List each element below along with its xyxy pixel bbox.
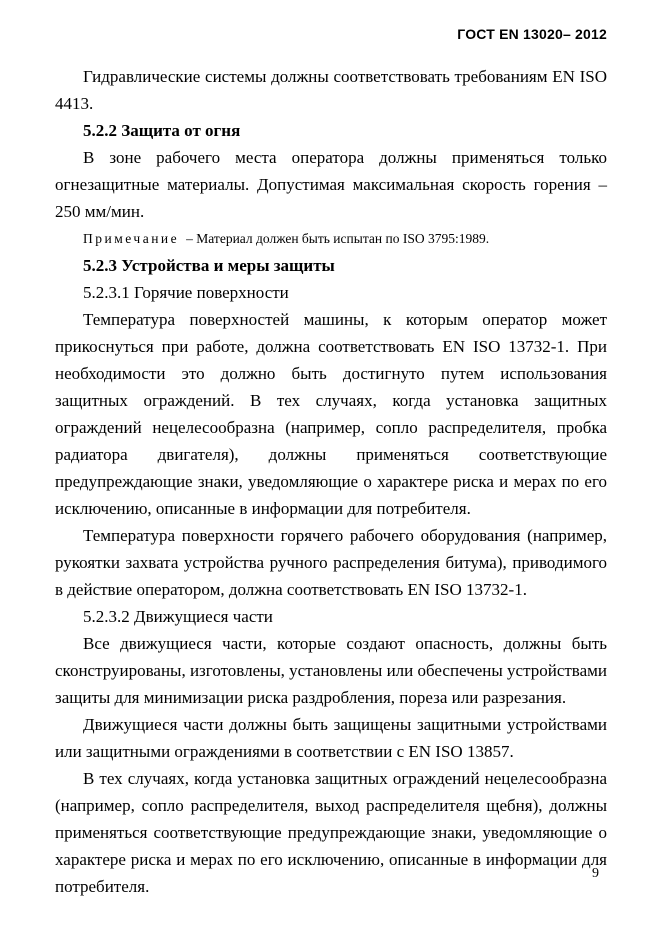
subsection-heading-hot-surfaces: 5.2.3.1 Горячие поверхности [83, 283, 289, 302]
document-body [55, 63, 607, 900]
note [55, 225, 607, 252]
paragraph-moving-parts-guards: Движущиеся части должны быть защищены защитными устройствами или защитными ограждениями в соответствии с EN ISO 13857. [55, 715, 607, 761]
paragraph-moving-parts-design: Все движущиеся части, которые создают опасность, должны быть сконструированы, изготовлены, установлены или обеспечены устройствами защиты для минимизации риска раздробления, пореза или разрезания. [55, 634, 607, 707]
paragraph-hot-equipment-temperature: Температура поверхности горячего рабочего оборудования (например, рукоятки захвата устройства ручного распределения битума), приводимого в действие оператором, должна соответствовать EN ISO 13732-1. [55, 526, 607, 599]
note-label: Примечание [83, 231, 180, 246]
paragraph-machine-surface-temperature: Температура поверхностей машины, к которым оператор может прикоснуться при работе, должна соответствовать EN ISO 13732-1. При необходимости это должно быть достигнуто путем использования защитных ограждений. В тех случаях, когда установка защитных ограждений нецелесообразна (например, сопло распределителя, пробка радиатора двигателя), должны применяться соответствующие предупреждающие знаки, уведомляющие о характере риска и мерах по его исключению, описанные в информации для потребителя. [55, 310, 607, 518]
note-text: – Материал должен быть испытан по ISO 3795:1989. [186, 231, 490, 246]
document-standard-code: ГОСТ EN 13020– 2012 [457, 26, 607, 42]
section-heading-fire-protection: 5.2.2 Защита от огня [83, 121, 241, 140]
paragraph-hydraulic-systems: Гидравлические системы должны соответствовать требованиям EN ISO 4413. [55, 67, 607, 113]
subsection-heading-moving-parts: 5.2.3.2 Движущиеся части [83, 607, 273, 626]
paragraph-fire-materials: В зоне рабочего места оператора должны применяться только огнезащитные материалы. Допустимая максимальная скорость горения – 250 мм/мин. [55, 148, 607, 221]
page-number: 9 [592, 866, 599, 881]
section-heading-protective-devices: 5.2.3 Устройства и меры защиты [83, 256, 335, 275]
paragraph-guards-impractical: В тех случаях, когда установка защитных ограждений нецелесообразна (например, сопло распределителя, выход распределителя щебня), должны применяться соответствующие предупреждающие знаки, уведомляющие о характере риска и мерах по его исключению, описанные в информации для потребителя. [55, 769, 607, 896]
